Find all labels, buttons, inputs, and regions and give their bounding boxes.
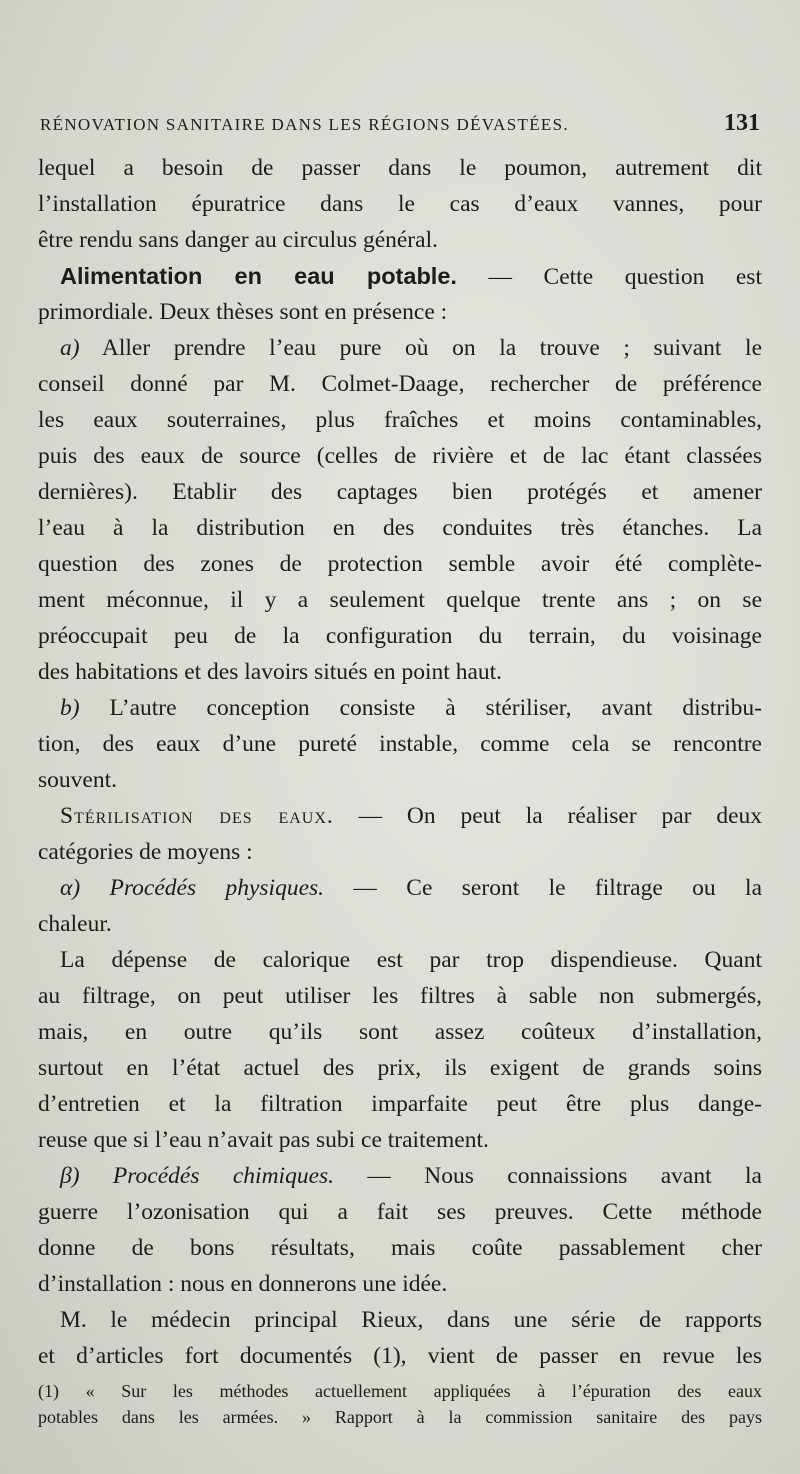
line-text: tion, des eaux d’une pureté instable, comme cela se rencontre — [38, 731, 762, 757]
line-text: — Ce seront le filtrage ou la — [324, 875, 762, 901]
text-line — [38, 726, 762, 762]
text-line — [38, 1194, 762, 1230]
line-text: La dépense de calorique est par trop dispendieuse. Quant — [60, 947, 762, 973]
line-text: donne de bons résultats, mais coûte passablement cher — [38, 1235, 762, 1261]
line-text: guerre l’ozonisation qui a fait ses preuves. Cette méthode — [38, 1199, 762, 1225]
page-number: 131 — [724, 110, 760, 136]
line-text: catégories de moyens : — [38, 839, 253, 865]
body-text — [38, 150, 762, 1374]
text-line — [38, 1302, 762, 1338]
paragraph-lead: Stérilisation des eaux. — [60, 803, 334, 829]
paragraph-lead: b) — [60, 695, 80, 721]
paragraph-lead: β) Procédés chimiques. — [60, 1163, 335, 1189]
text-line — [38, 906, 762, 942]
line-text: l’installation épuratrice dans le cas d’eaux vannes, pour — [38, 191, 762, 217]
line-text: d’entretien et la filtration imparfaite peut être plus dange- — [38, 1091, 762, 1117]
text-line — [38, 654, 762, 690]
line-text: surtout en l’état actuel des prix, ils exigent de grands soins — [38, 1055, 762, 1081]
text-line — [38, 942, 762, 978]
running-title: RÉNOVATION SANITAIRE DANS LES RÉGIONS DÉVASTÉES. — [40, 115, 569, 134]
text-line — [38, 834, 762, 870]
paragraph-lead: α) Procédés physiques. — [60, 875, 325, 901]
line-text: souvent. — [38, 767, 117, 793]
text-line — [38, 330, 762, 366]
line-text: d’installation : nous en donnerons une idée. — [38, 1271, 448, 1297]
page-header — [40, 110, 760, 146]
line-text: lequel a besoin de passer dans le poumon, autrement dit — [38, 155, 762, 181]
text-line — [38, 366, 762, 402]
line-text: Aller prendre l’eau pure où on la trouve ; suivant le — [79, 335, 762, 361]
text-line — [38, 402, 762, 438]
line-text: reuse que si l’eau n’avait pas subi ce traitement. — [38, 1127, 489, 1153]
line-text: — Cette question est — [456, 264, 762, 290]
text-line — [38, 222, 762, 258]
text-line — [38, 762, 762, 798]
line-text: puis des eaux de source (celles de rivière et de lac étant classées — [38, 443, 762, 469]
line-text: l’eau à la distribution en des conduites très étanches. La — [38, 515, 762, 541]
paragraph-lead: Alimentation en eau potable. — [60, 263, 457, 289]
footnote-line: (1) « Sur les méthodes actuellement appliquées à l’épuration des eaux — [38, 1381, 762, 1401]
text-line — [38, 1122, 762, 1158]
line-text: mais, en outre qu’ils sont assez coûteux d’installation, — [38, 1019, 762, 1045]
text-line — [38, 438, 762, 474]
line-text: ment méconnue, il y a seulement quelque trente ans ; on se — [38, 587, 762, 613]
text-line — [38, 1338, 762, 1374]
text-line — [38, 1014, 762, 1050]
text-line — [38, 582, 762, 618]
text-line — [38, 618, 762, 654]
paragraph-lead: a) — [60, 335, 80, 361]
text-line — [38, 150, 762, 186]
text-line — [38, 978, 762, 1014]
line-text: préoccupait peu de la configuration du terrain, du voisinage — [38, 623, 762, 649]
text-line — [38, 870, 762, 906]
line-text: — On peut la réaliser par deux — [333, 803, 762, 829]
text-line — [38, 798, 762, 834]
line-text: et d’articles fort documentés (1), vient de passer en revue les — [38, 1343, 762, 1369]
text-line — [38, 1230, 762, 1266]
text-line — [38, 546, 762, 582]
line-text: des habitations et des lavoirs situés en point haut. — [38, 659, 503, 685]
line-text: au filtrage, on peut utiliser les filtres à sable non submergés, — [38, 983, 762, 1009]
line-text: question des zones de protection semble avoir été complète- — [38, 551, 762, 577]
text-line — [38, 690, 762, 726]
line-text: les eaux souterraines, plus fraîches et moins contaminables, — [38, 407, 762, 433]
text-line — [38, 294, 762, 330]
line-text: chaleur. — [38, 911, 112, 937]
text-line — [38, 1086, 762, 1122]
line-text: M. le médecin principal Rieux, dans une série de rapports — [60, 1307, 762, 1333]
footnotes — [38, 1378, 762, 1430]
text-line — [38, 510, 762, 546]
text-line — [38, 1050, 762, 1086]
line-text: — Nous connaissions avant la — [334, 1163, 762, 1189]
line-text: être rendu sans danger au circulus général. — [38, 227, 438, 253]
line-text: conseil donné par M. Colmet-Daage, rechercher de préférence — [38, 371, 762, 397]
footnote-line: potables dans les armées. » Rapport à la commission sanitaire des pays — [38, 1407, 762, 1427]
text-line — [38, 186, 762, 222]
line-text: dernières). Etablir des captages bien protégés et amener — [38, 479, 762, 505]
line-text: L’autre conception consiste à stériliser, avant distribu- — [79, 695, 762, 721]
line-text: primordiale. Deux thèses sont en présence : — [38, 299, 448, 325]
text-line — [38, 258, 762, 294]
text-line — [38, 1158, 762, 1194]
text-line — [38, 474, 762, 510]
text-line — [38, 1266, 762, 1302]
